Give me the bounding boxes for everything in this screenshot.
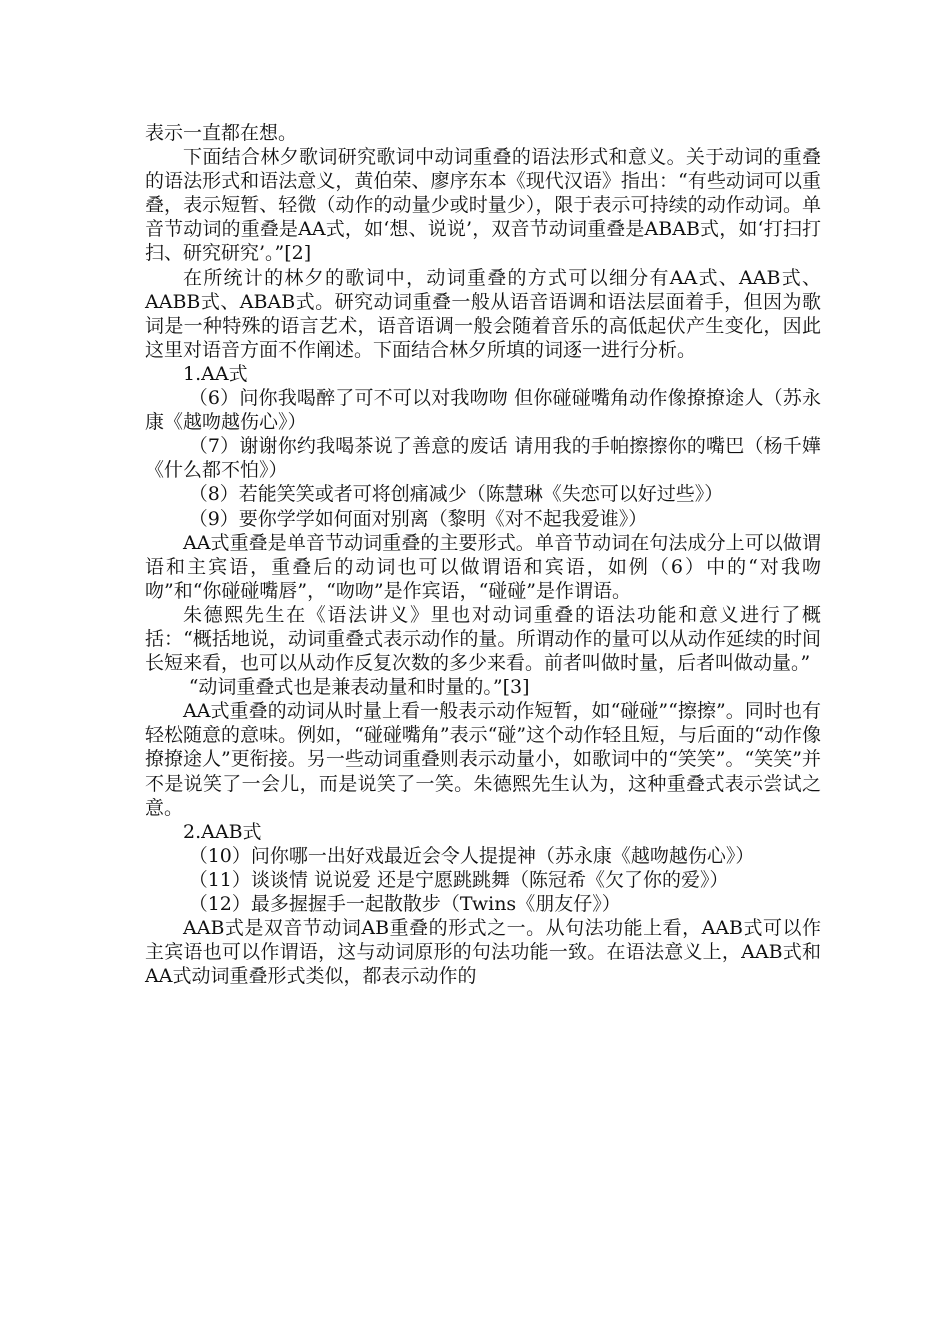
paragraph-continuation: 表示一直都在想。: [145, 122, 298, 144]
paragraph-statistics: 在所统计的林夕的歌词中，动词重叠的方式可以细分有AA式、AAB式、AABB式、ABAB式。研究动词重叠一般从语音语调和语法层面着手，但因为歌词是一种特殊的语言艺术，语音语调一般会随着音乐的高低起伏产生变化，因此这里对语音方面不作阐述。下面结合林夕所填的词逐一进行分析。: [145, 266, 821, 361]
paragraph-aab-analysis: AAB式是双音节动词AB重叠的形式之一。从句法功能上看，AAB式可以作主宾语也可以作谓语，这与动词原形的句法功能一致。在语法意义上，AAB式和AA式动词重叠形式类似，都表示动作的: [145, 917, 821, 988]
quote-line: “动词重叠式也是兼表动量和时量的。”[3]: [188, 676, 530, 699]
example-10: （10）问你哪一出好戏最近会令人提提神（苏永康《越吻越伤心》）: [188, 844, 755, 867]
example-7: （7）谢谢你约我喝茶说了善意的废话 请用我的手帕擦擦你的嘴巴（杨千嬅《什么都不怕》）: [145, 435, 821, 482]
section-heading-aab: 2.AAB式: [183, 820, 262, 843]
example-11: （11）谈谈情 说说爱 还是宁愿跳跳舞（陈冠希《欠了你的爱》）: [188, 868, 729, 891]
example-9: （9）要你学学如何面对别离（黎明《对不起我爱谁》）: [188, 507, 648, 530]
example-6: （6）问你我喝醉了可不可以对我吻吻 但你碰碰嘴角动作像撩撩途人（苏永康《越吻越伤心》）: [145, 387, 821, 434]
paragraph-aa-meaning: AA式重叠的动词从时量上看一般表示动作短暂，如“碰碰”“擦擦”。同时也有轻松随意的意味。例如，“碰碰嘴角”表示“碰”这个动作轻且短，与后面的“动作像撩撩途人”更衔接。另一些动词重叠则表示动量小，如歌词中的“笑笑”。“笑笑”并不是说笑了一会儿，而是说笑了一笑。朱德熙先生认为，这种重叠式表示尝试之意。: [145, 700, 821, 819]
example-12: （12）最多握握手一起散散步（Twins《朋友仔》）: [188, 893, 621, 915]
paragraph-zhu-dexi: 朱德熙先生在《语法讲义》里也对动词重叠的语法功能和意义进行了概括：“概括地说，动词重叠式表示动作的量。所谓动作的量可以从动作延续的时间长短来看，也可以从动作反复次数的多少来看。前者叫做时量，后者叫做动量。”: [145, 603, 821, 675]
paragraph-aa-analysis: AA式重叠是单音节动词重叠的主要形式。单音节动词在句法成分上可以做谓语和主宾语，重叠后的动词也可以做谓语和宾语，如例（6）中的“对我吻吻”和“你碰碰嘴唇”，“吻吻”是作宾语，“碰碰”是作谓语。: [145, 531, 821, 602]
paragraph-intro: 下面结合林夕歌词研究歌词中动词重叠的语法形式和意义。关于动词的重叠的语法形式和语法意义，黄伯荣、廖序东本《现代汉语》指出：“有些动词可以重叠，表示短暂、轻微（动作的动量少或时量少），限于表示可持续的动作动词。单音节动词的重叠是AA式，如‘想、说说’，双音节动词重叠是ABAB式，如‘打扫打扫、研究研究’。”[2]: [145, 146, 821, 265]
document-page: [145, 121, 821, 988]
section-heading-aa: 1.AA式: [183, 362, 248, 385]
example-8: （8）若能笑笑或者可将创痛减少（陈慧琳《失恋可以好过些》）: [188, 483, 724, 506]
